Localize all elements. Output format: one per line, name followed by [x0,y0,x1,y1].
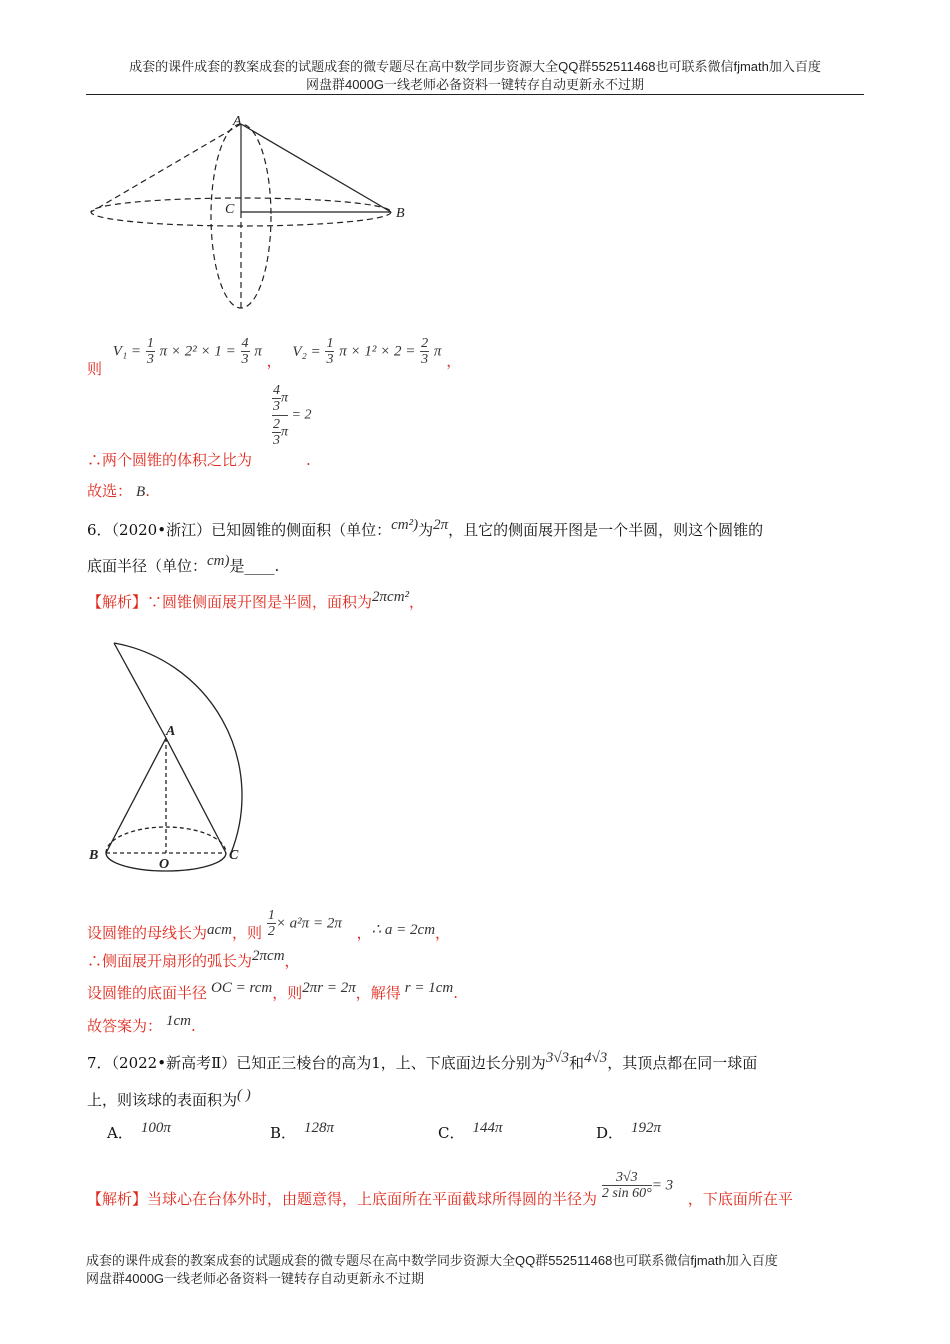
page-header [86,58,864,94]
header-divider [86,94,864,95]
label-b: B [396,206,405,221]
question-7-line-2: 上，则该球的表面积为( ) [87,1087,251,1109]
solution-6-line-1: 【解析】∵圆锥侧面展开图是半圆，面积为2πcm²， [87,589,425,611]
solution-6-line-3: ∴侧面展开扇形的弧长为2πcm， [87,948,300,970]
question-6-line-1: 6．（2020•浙江）已知圆锥的侧面积（单位：cm²)为2π，且它的侧面展开图是一个半圆，则这个圆锥的 [87,517,764,539]
solution-7-line-1: 【解析】当球心在台体外时，由题意得，上底面所在平面截球所得圆的半径为 $\frac{3√3}{2 \sin 60^\circ}$ = 3 ，下底面所在平 [87,1170,793,1208]
option-d[interactable]: D． 192π [596,1120,662,1142]
sector-arc [114,643,242,853]
question-6-line-2: 底面半径（单位：cm)是____. [87,553,280,575]
solution-6-line-4: 设圆锥的底面半径 OC = rcm，则2πr = 2π，解得 r = 1cm. [87,980,459,1002]
v2-frac: $\frac{1}{3}$ [326,336,334,367]
generatrix-ac [166,738,226,853]
question-7-line-1: 7．（2022•新高考Ⅱ）已知正三棱台的高为1，上、下底面边长分别为3√3和4√3，其顶点都在同一球面 [87,1050,758,1072]
v1-left: V₁ = [112,343,142,360]
option-a[interactable]: A． 100π [107,1120,171,1142]
solution-6-line-2: 设圆锥的母线长为acm，则 $\frac{1}{2}$ × a²π = 2π ，∴ a = 2cm， [87,908,451,942]
v2-left: V₂ = [292,343,321,360]
figure-cone-sector [86,628,301,878]
label-c: C [225,202,235,217]
v2-mid: π × 1² × 2 = [339,343,416,360]
label-o: O [159,857,170,872]
v2-pi: π [433,343,442,360]
volumes-line [87,336,462,378]
label-c: C [229,848,239,863]
header-line-1: 成套的课件成套的教案成套的试题成套的微专题尽在高中数学同步资源大全QQ群552511468也可联系微信fjmath加入百度 [129,59,821,74]
v1-pi: π [254,343,262,360]
solution-6-line-5: 故答案为： 1cm. [87,1013,196,1035]
option-b[interactable]: B． 128π [270,1120,335,1142]
v1-comma: ， [266,351,282,370]
v2-comma: ， [446,351,462,370]
v1-mid: π × 2² × 1 = [159,343,236,360]
page-footer [86,1252,864,1288]
sol7-frac: $\frac{3√3}{2 \sin 60^\circ}$ [601,1170,652,1201]
generatrix-ab [106,738,166,853]
header-line-2: 网盘群4000G一线老师必备资料一键转存自动更新永不过期 [305,77,645,92]
v1-frac: $\frac{1}{3}$ [146,336,154,367]
answer-5: 故选： B. [87,482,150,500]
generatrix-line [241,124,391,212]
label-b: B [89,848,99,863]
ratio-text: ∴两个圆锥的体积之比为 . [87,451,311,469]
label-a: A [166,724,176,739]
figure-double-cone [86,112,426,318]
dashed-generatrix [91,124,241,212]
footer-line-1: 成套的课件成套的教案成套的试题成套的微专题尽在高中数学同步资源大全QQ群552511468也可联系微信fjmath加入百度 [86,1253,778,1268]
v1-result-frac: $\frac{4}{3}$ [241,336,249,367]
sol6-frac: $\frac{1}{2}$ [267,908,275,939]
volumes-prefix: 则 [87,359,103,378]
v2-result-frac: $\frac{2}{3}$ [421,336,429,367]
footer-line-2: 网盘群4000G一线老师必备资料一键转存自动更新永不过期 [86,1271,425,1286]
option-c[interactable]: C． 144π [438,1120,503,1142]
ratio-fraction: $\frac{4}{3}$ π $\frac{2}{3}$ π = 2 [273,383,312,448]
label-a: A [233,114,242,129]
